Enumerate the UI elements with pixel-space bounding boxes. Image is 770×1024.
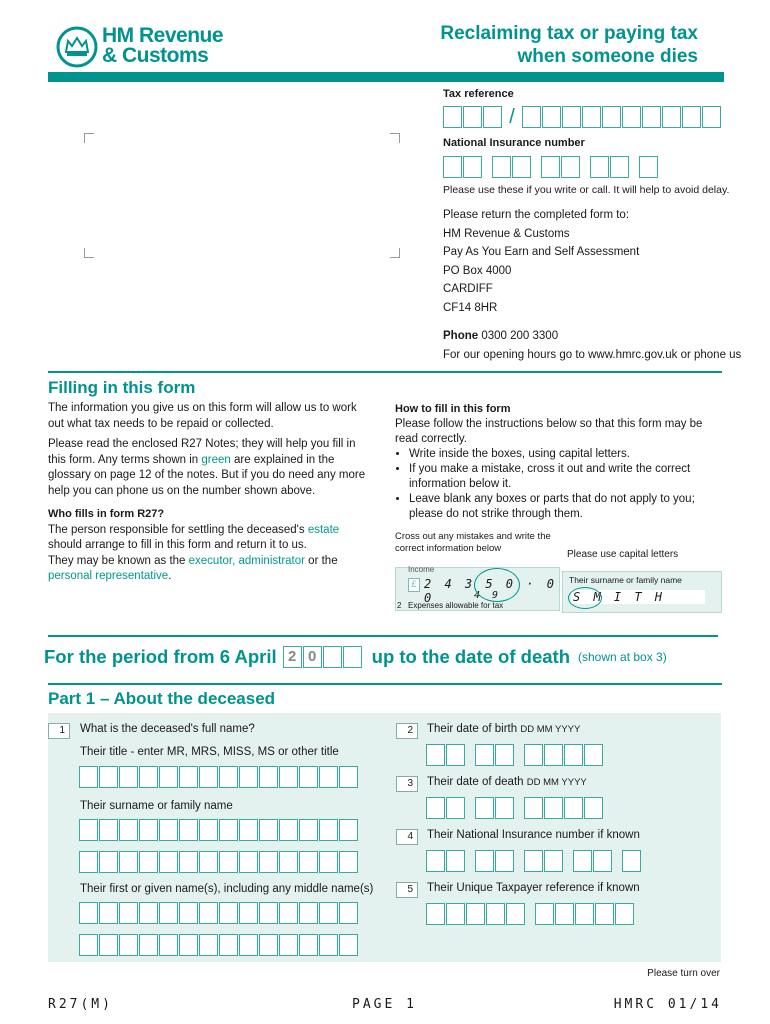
utr-box[interactable] — [615, 903, 634, 925]
first-name-box[interactable] — [139, 934, 158, 956]
surname-box[interactable] — [219, 819, 238, 841]
surname-box[interactable] — [239, 819, 258, 841]
example-correction: 4 9 — [474, 590, 502, 601]
form-title-line1: Reclaiming tax or paying tax — [440, 23, 698, 44]
turn-over: Please turn over — [647, 968, 720, 979]
example-caps-note: Please use capital letters — [567, 549, 679, 560]
address-line: CF14 8HR — [443, 301, 498, 314]
dob-box[interactable] — [446, 744, 465, 766]
first-name-box[interactable] — [299, 902, 318, 924]
period-text-after: up to the date of death — [371, 646, 570, 667]
section-rule-2 — [48, 635, 718, 637]
title-box[interactable] — [139, 766, 158, 788]
dod-box[interactable] — [584, 797, 603, 819]
return-address — [443, 206, 741, 364]
address-line: HM Revenue & Customs — [443, 227, 570, 240]
surname-box[interactable] — [79, 851, 98, 873]
title-box[interactable] — [79, 766, 98, 788]
surname-box[interactable] — [179, 819, 198, 841]
footer-code: R27(M) — [48, 997, 113, 1012]
q3-label — [427, 776, 587, 788]
surname-box[interactable] — [319, 819, 338, 841]
return-intro: Please return the completed form to: — [443, 209, 630, 221]
tax-ref-box[interactable] — [682, 106, 701, 128]
q1-label: What is the deceased's full name? — [80, 723, 255, 735]
first-name-box[interactable] — [99, 902, 118, 924]
filling-p2a: Please read the enclosed R27 Notes; they will help you fill in this form. Any terms shown in — [48, 438, 356, 466]
tax-ref-box[interactable] — [582, 106, 601, 128]
dod-box[interactable] — [564, 797, 583, 819]
nino-box[interactable] — [443, 156, 462, 178]
logo-line1: HM Revenue — [102, 24, 224, 47]
dob-box[interactable] — [544, 744, 563, 766]
q4-nino-box[interactable] — [622, 850, 641, 872]
period-line — [44, 644, 667, 670]
first-name-box[interactable] — [339, 934, 358, 956]
first-name-box[interactable] — [79, 902, 98, 924]
section-rule-3 — [48, 683, 722, 685]
surname-box[interactable] — [339, 819, 358, 841]
surname-box[interactable] — [119, 851, 138, 873]
address-line: CARDIFF — [443, 283, 493, 295]
surname-box[interactable] — [199, 819, 218, 841]
surname-box[interactable] — [259, 819, 278, 841]
q4-label: Their National Insurance number if known — [427, 829, 640, 841]
surname-box[interactable] — [159, 851, 178, 873]
surname-box[interactable] — [199, 851, 218, 873]
example-surname-label: Their surname or family name — [569, 575, 682, 585]
utr-box[interactable] — [555, 903, 574, 925]
glossary-term-executor: executor, administrator — [188, 554, 305, 567]
surname-box[interactable] — [139, 851, 158, 873]
first-name-box[interactable] — [259, 902, 278, 924]
surname-box[interactable] — [279, 851, 298, 873]
first-name-box[interactable] — [299, 934, 318, 956]
title-box[interactable] — [179, 766, 198, 788]
q4-nino-box[interactable] — [544, 850, 563, 872]
reference-note: Please use these if you write or call. It will help to avoid delay. — [443, 184, 730, 196]
q4-number: 4 — [396, 829, 418, 845]
title-box[interactable] — [259, 766, 278, 788]
title-box[interactable] — [199, 766, 218, 788]
filling-left-column — [48, 401, 370, 585]
first-name-box[interactable] — [159, 934, 178, 956]
tax-ref-slash: / — [509, 106, 515, 128]
nino-box[interactable] — [639, 156, 658, 178]
title-boxes[interactable] — [79, 766, 358, 788]
title-box[interactable] — [239, 766, 258, 788]
nino-box[interactable] — [561, 156, 580, 178]
dob-box[interactable] — [524, 744, 543, 766]
window-corner-tl — [84, 133, 94, 143]
title-box[interactable] — [339, 766, 358, 788]
surname-box[interactable] — [239, 851, 258, 873]
q4-nino-boxes[interactable] — [426, 850, 641, 872]
surname-box[interactable] — [299, 819, 318, 841]
tax-ref-box[interactable] — [443, 106, 462, 128]
surname-box[interactable] — [159, 819, 178, 841]
filling-p2b: are explained in the glossary on page 12 of the notes. But if you do need any more help you can phone us on the number shown above. — [48, 453, 366, 497]
how-bullets — [395, 447, 725, 522]
dod-box[interactable] — [426, 797, 445, 819]
surname-box[interactable] — [139, 819, 158, 841]
period-text-before: For the period from 6 April — [44, 646, 277, 667]
first-name-box[interactable] — [159, 902, 178, 924]
tax-ref-box[interactable] — [562, 106, 581, 128]
surname-box[interactable] — [299, 851, 318, 873]
nino-box[interactable] — [492, 156, 511, 178]
dod-box[interactable] — [475, 797, 494, 819]
first-name-box[interactable] — [179, 934, 198, 956]
glossary-term-pr: personal representative — [48, 570, 169, 582]
nino-box[interactable] — [610, 156, 629, 178]
first-name-box[interactable] — [139, 902, 158, 924]
utr-box[interactable] — [535, 903, 554, 925]
nino-box[interactable] — [541, 156, 560, 178]
surname-box[interactable] — [99, 851, 118, 873]
q2-label — [427, 723, 580, 735]
how-bullet: • If you make a mistake, cross it out and write the correct information below it. — [409, 462, 725, 492]
form-title — [440, 22, 698, 68]
address-line: PO Box 4000 — [443, 264, 512, 277]
first-name-box[interactable] — [319, 902, 338, 924]
q4-nino-box[interactable] — [446, 850, 465, 872]
q4-nino-box[interactable] — [426, 850, 445, 872]
q1-surname-label: Their surname or family name — [80, 800, 233, 812]
q1-title-label: Their title - enter MR, MRS, MISS, MS or other title — [80, 746, 339, 758]
window-corner-br — [390, 248, 400, 258]
q1-number: 1 — [48, 723, 70, 739]
year-box[interactable] — [323, 646, 342, 668]
q3-number: 3 — [396, 776, 418, 792]
example-surname: S M I T H — [571, 590, 705, 604]
who-p2b: or the — [304, 554, 338, 567]
first-name-box[interactable] — [199, 902, 218, 924]
form-title-line2: when someone dies — [517, 46, 698, 67]
first-name-box[interactable] — [319, 934, 338, 956]
window-corner-tr — [390, 133, 400, 143]
example-amount: 2 4 3 5 0 · 0 0 — [424, 577, 557, 605]
year-box[interactable] — [343, 646, 362, 668]
who-heading: Who fills in form R27? — [48, 508, 165, 520]
utr-box[interactable] — [466, 903, 485, 925]
dob-box[interactable] — [426, 744, 445, 766]
crown-icon — [56, 26, 98, 68]
how-heading: How to fill in this form — [395, 403, 511, 415]
dob-box[interactable] — [475, 744, 494, 766]
part1-heading: Part 1 – About the deceased — [48, 689, 276, 708]
surname-box[interactable] — [179, 851, 198, 873]
example-pound: £ — [408, 578, 420, 592]
dod-box[interactable] — [544, 797, 563, 819]
surname-box[interactable] — [279, 819, 298, 841]
filling-p1: The information you give us on this form will allow us to work out what tax needs to be repaid or collected. — [48, 402, 357, 430]
first-name-box[interactable] — [259, 934, 278, 956]
dob-box[interactable] — [564, 744, 583, 766]
tax-ref-box[interactable] — [463, 106, 482, 128]
tax-reference-label: Tax reference — [443, 88, 514, 100]
period-small: (shown at box 3) — [578, 650, 667, 664]
q4-nino-box[interactable] — [573, 850, 592, 872]
glossary-term-green: green — [201, 453, 231, 466]
surname-box[interactable] — [119, 819, 138, 841]
how-bullet: • Leave blank any boxes or parts that do not apply to you; please do not strike through them. — [409, 492, 725, 522]
tax-ref-box[interactable] — [522, 106, 541, 128]
q1-first-label: Their first or given name(s), including any middle name(s) — [80, 883, 374, 895]
utr-box[interactable] — [506, 903, 525, 925]
dob-boxes[interactable] — [426, 744, 603, 766]
dob-box[interactable] — [584, 744, 603, 766]
section-rule-1 — [48, 371, 722, 373]
tax-ref-box[interactable] — [622, 106, 641, 128]
tax-ref-box[interactable] — [662, 106, 681, 128]
utr-box[interactable] — [446, 903, 465, 925]
title-box[interactable] — [159, 766, 178, 788]
nino-label: National Insurance number — [443, 137, 585, 149]
surname-box[interactable] — [339, 851, 358, 873]
q4-nino-box[interactable] — [495, 850, 514, 872]
nino-boxes[interactable] — [443, 156, 658, 178]
q5-number: 5 — [396, 882, 418, 898]
first-name-box[interactable] — [119, 902, 138, 924]
first-name-box[interactable] — [179, 902, 198, 924]
q3-format: DD MM YYYY — [526, 777, 587, 788]
surname-box[interactable] — [219, 851, 238, 873]
q2-text: Their date of birth — [427, 723, 518, 735]
window-corner-bl — [84, 248, 94, 258]
title-box[interactable] — [319, 766, 338, 788]
q3-text: Their date of death — [427, 776, 524, 788]
example-expenses-num: 2 — [397, 601, 402, 610]
q2-number: 2 — [396, 723, 418, 739]
first-name-box[interactable] — [239, 902, 258, 924]
dod-box[interactable] — [495, 797, 514, 819]
nino-box[interactable] — [463, 156, 482, 178]
filling-right-column — [395, 402, 725, 522]
dob-box[interactable] — [495, 744, 514, 766]
first-name-box[interactable] — [239, 934, 258, 956]
who-p2c: . — [168, 570, 172, 582]
hmrc-logo — [56, 26, 256, 70]
title-box[interactable] — [99, 766, 118, 788]
footer-version: HMRC 01/14 — [613, 997, 722, 1012]
tax-ref-box[interactable] — [702, 106, 721, 128]
tax-ref-box[interactable] — [602, 106, 621, 128]
year-box[interactable]: 2 — [283, 646, 302, 668]
q2-format: DD MM YYYY — [520, 724, 581, 735]
address-line: Pay As You Earn and Self Assessment — [443, 246, 640, 258]
dod-box[interactable] — [446, 797, 465, 819]
how-intro: Please follow the instructions below so that this form may be read correctly. — [395, 418, 703, 445]
first-name-box[interactable] — [339, 902, 358, 924]
q4-nino-box[interactable] — [475, 850, 494, 872]
surname-boxes-1[interactable] — [79, 819, 358, 841]
surname-box[interactable] — [79, 819, 98, 841]
surname-boxes-2[interactable] — [79, 851, 358, 873]
tax-reference-boxes[interactable] — [443, 106, 721, 128]
tax-ref-box[interactable] — [542, 106, 561, 128]
logo-line2: & Customs — [102, 44, 209, 67]
dod-boxes[interactable] — [426, 797, 603, 819]
phone-number: 0300 200 3300 — [481, 330, 559, 342]
first-name-box[interactable] — [219, 902, 238, 924]
title-box[interactable] — [299, 766, 318, 788]
filling-heading: Filling in this form — [48, 378, 196, 397]
first-name-box[interactable] — [199, 934, 218, 956]
who-p1a: The person responsible for settling the deceased's — [48, 523, 308, 536]
title-box[interactable] — [219, 766, 238, 788]
tax-ref-box[interactable] — [642, 106, 661, 128]
first-name-box[interactable] — [119, 934, 138, 956]
utr-box[interactable] — [486, 903, 505, 925]
surname-box[interactable] — [259, 851, 278, 873]
first-name-box[interactable] — [99, 934, 118, 956]
first-name-box[interactable] — [279, 934, 298, 956]
surname-box[interactable] — [319, 851, 338, 873]
nino-box[interactable] — [590, 156, 609, 178]
example-expenses: Expenses allowable for tax — [408, 601, 504, 610]
phone-label: Phone — [443, 330, 479, 342]
utr-box[interactable] — [426, 903, 445, 925]
opening-hours: For our opening hours go to www.hmrc.gov.uk or phone us — [443, 348, 742, 361]
example-income-label: Income — [408, 565, 435, 574]
nino-box[interactable] — [512, 156, 531, 178]
example-surname-circle — [568, 587, 602, 609]
year-box[interactable]: 0 — [303, 646, 322, 668]
dod-box[interactable] — [524, 797, 543, 819]
part1-panel — [48, 713, 721, 962]
utr-boxes[interactable] — [426, 903, 634, 925]
tax-ref-box[interactable] — [483, 106, 502, 128]
who-p2a: They may be known as the — [48, 554, 189, 567]
example-cross-note: Cross out any mistakes and write the correct information below — [395, 531, 551, 554]
title-box[interactable] — [279, 766, 298, 788]
utr-box[interactable] — [595, 903, 614, 925]
example-circle — [474, 568, 520, 602]
how-bullet: • Write inside the boxes, using capital letters. — [409, 447, 725, 462]
title-box[interactable] — [119, 766, 138, 788]
surname-box[interactable] — [99, 819, 118, 841]
footer-page: PAGE 1 — [352, 997, 417, 1012]
first-name-box[interactable] — [79, 934, 98, 956]
header-rule — [48, 72, 724, 82]
q5-label: Their Unique Taxpayer reference if known — [427, 882, 640, 894]
first-name-boxes-1[interactable] — [79, 902, 358, 924]
first-name-boxes-2[interactable] — [79, 934, 358, 956]
first-name-box[interactable] — [219, 934, 238, 956]
who-p1b: should arrange to fill in this form and return it to us. — [48, 539, 307, 551]
q4-nino-box[interactable] — [593, 850, 612, 872]
glossary-term-estate: estate — [307, 523, 340, 536]
utr-box[interactable] — [575, 903, 594, 925]
q4-nino-box[interactable] — [524, 850, 543, 872]
first-name-box[interactable] — [279, 902, 298, 924]
